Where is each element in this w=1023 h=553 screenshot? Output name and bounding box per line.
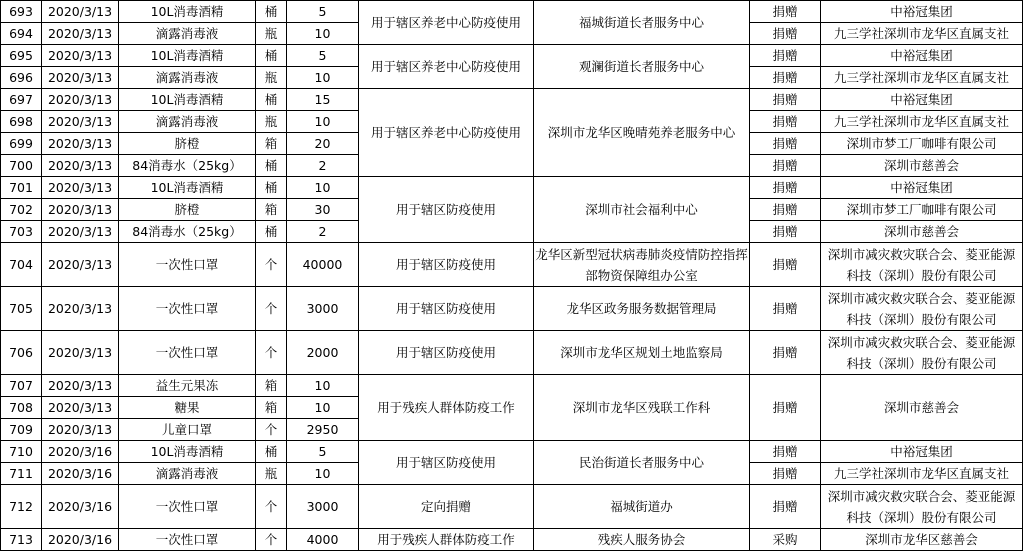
row-recipient: 福城街道办 [534,485,750,529]
row-unit: 个 [256,243,287,287]
row-type: 捐赠 [750,463,821,485]
row-number: 698 [1,111,42,133]
row-item: 一次性口罩 [119,485,256,529]
row-number: 712 [1,485,42,529]
row-number: 694 [1,23,42,45]
row-date: 2020/3/16 [42,463,119,485]
row-recipient: 深圳市社会福利中心 [534,177,750,243]
row-number: 695 [1,45,42,67]
row-quantity: 30 [287,199,359,221]
row-donor: 中裕冠集团 [821,441,1023,463]
row-date: 2020/3/13 [42,287,119,331]
row-number: 704 [1,243,42,287]
row-quantity: 2 [287,221,359,243]
table-row [1,441,1023,463]
row-date: 2020/3/13 [42,177,119,199]
row-unit: 瓶 [256,67,287,89]
row-item: 10L消毒酒精 [119,89,256,111]
row-type: 捐赠 [750,1,821,23]
table-row [1,177,1023,199]
row-item: 10L消毒酒精 [119,45,256,67]
row-purpose: 用于辖区防疫使用 [359,331,534,375]
row-date: 2020/3/13 [42,45,119,67]
row-recipient: 观澜街道长者服务中心 [534,45,750,89]
row-type: 捐赠 [750,89,821,111]
row-unit: 瓶 [256,463,287,485]
row-number: 711 [1,463,42,485]
row-item: 糖果 [119,397,256,419]
row-donor: 深圳市减灾救灾联合会、菱亚能源科技（深圳）股份有限公司 [821,287,1023,331]
row-purpose: 用于辖区防疫使用 [359,287,534,331]
row-unit: 个 [256,529,287,551]
row-type: 捐赠 [750,287,821,331]
table-row [1,375,1023,397]
row-quantity: 40000 [287,243,359,287]
row-item: 儿童口罩 [119,419,256,441]
row-unit: 个 [256,485,287,529]
row-date: 2020/3/13 [42,221,119,243]
row-quantity: 10 [287,111,359,133]
row-date: 2020/3/13 [42,111,119,133]
row-item: 益生元果冻 [119,375,256,397]
row-unit: 箱 [256,375,287,397]
row-date: 2020/3/13 [42,155,119,177]
row-quantity: 2000 [287,331,359,375]
row-date: 2020/3/13 [42,199,119,221]
row-quantity: 15 [287,89,359,111]
row-purpose: 用于辖区养老中心防疫使用 [359,1,534,45]
row-purpose: 用于辖区防疫使用 [359,177,534,243]
row-unit: 桶 [256,221,287,243]
row-quantity: 20 [287,133,359,155]
row-unit: 箱 [256,199,287,221]
row-number: 713 [1,529,42,551]
row-type: 捐赠 [750,331,821,375]
row-date: 2020/3/16 [42,441,119,463]
row-donor: 九三学社深圳市龙华区直属支社 [821,463,1023,485]
row-purpose: 用于辖区防疫使用 [359,441,534,485]
row-quantity: 5 [287,1,359,23]
row-donor: 中裕冠集团 [821,177,1023,199]
table-row [1,45,1023,67]
row-item: 10L消毒酒精 [119,1,256,23]
table-row [1,485,1023,529]
row-type: 捐赠 [750,23,821,45]
row-purpose: 定向捐赠 [359,485,534,529]
row-type: 捐赠 [750,45,821,67]
row-quantity: 3000 [287,287,359,331]
row-date: 2020/3/13 [42,23,119,45]
row-number: 710 [1,441,42,463]
row-date: 2020/3/13 [42,331,119,375]
row-type: 捐赠 [750,221,821,243]
row-recipient: 深圳市龙华区残联工作科 [534,375,750,441]
row-date: 2020/3/13 [42,243,119,287]
row-type: 捐赠 [750,67,821,89]
row-unit: 桶 [256,1,287,23]
row-type: 捐赠 [750,155,821,177]
row-recipient: 民治街道长者服务中心 [534,441,750,485]
row-donor: 深圳市减灾救灾联合会、菱亚能源科技（深圳）股份有限公司 [821,243,1023,287]
row-quantity: 4000 [287,529,359,551]
row-item: 一次性口罩 [119,529,256,551]
row-quantity: 5 [287,45,359,67]
row-recipient: 福城街道长者服务中心 [534,1,750,45]
row-quantity: 10 [287,177,359,199]
row-unit: 桶 [256,45,287,67]
row-item: 10L消毒酒精 [119,177,256,199]
row-item: 滴露消毒液 [119,111,256,133]
row-type: 捐赠 [750,485,821,529]
row-quantity: 10 [287,375,359,397]
row-date: 2020/3/13 [42,89,119,111]
row-quantity: 5 [287,441,359,463]
row-donor: 中裕冠集团 [821,45,1023,67]
row-item: 脐橙 [119,133,256,155]
row-quantity: 10 [287,397,359,419]
row-item: 一次性口罩 [119,287,256,331]
row-item: 滴露消毒液 [119,463,256,485]
row-item: 滴露消毒液 [119,67,256,89]
row-unit: 桶 [256,177,287,199]
table-row [1,331,1023,375]
row-donor: 九三学社深圳市龙华区直属支社 [821,67,1023,89]
row-purpose: 用于残疾人群体防疫工作 [359,375,534,441]
row-purpose: 用于辖区养老中心防疫使用 [359,89,534,177]
row-unit: 个 [256,287,287,331]
row-date: 2020/3/13 [42,1,119,23]
row-number: 708 [1,397,42,419]
row-recipient: 龙华区新型冠状病毒肺炎疫情防控指挥部物资保障组办公室 [534,243,750,287]
row-unit: 个 [256,419,287,441]
row-date: 2020/3/13 [42,375,119,397]
row-date: 2020/3/13 [42,67,119,89]
row-unit: 桶 [256,155,287,177]
table-row [1,1,1023,23]
row-recipient: 龙华区政务服务数据管理局 [534,287,750,331]
row-donor: 九三学社深圳市龙华区直属支社 [821,23,1023,45]
row-number: 706 [1,331,42,375]
row-number: 701 [1,177,42,199]
row-donor: 深圳市梦工厂咖啡有限公司 [821,199,1023,221]
row-item: 10L消毒酒精 [119,441,256,463]
row-quantity: 10 [287,463,359,485]
row-number: 702 [1,199,42,221]
row-donor: 中裕冠集团 [821,89,1023,111]
row-unit: 箱 [256,397,287,419]
row-purpose: 用于辖区防疫使用 [359,243,534,287]
row-number: 697 [1,89,42,111]
row-purpose: 用于辖区养老中心防疫使用 [359,45,534,89]
row-number: 693 [1,1,42,23]
row-donor: 深圳市慈善会 [821,221,1023,243]
row-type: 捐赠 [750,441,821,463]
row-donor: 深圳市慈善会 [821,375,1023,441]
row-unit: 桶 [256,89,287,111]
row-recipient: 残疾人服务协会 [534,529,750,551]
row-donor: 中裕冠集团 [821,1,1023,23]
row-donor: 深圳市减灾救灾联合会、菱亚能源科技（深圳）股份有限公司 [821,331,1023,375]
row-quantity: 10 [287,67,359,89]
row-item: 一次性口罩 [119,243,256,287]
row-number: 699 [1,133,42,155]
row-item: 一次性口罩 [119,331,256,375]
row-donor: 九三学社深圳市龙华区直属支社 [821,111,1023,133]
row-number: 696 [1,67,42,89]
row-type: 捐赠 [750,199,821,221]
row-date: 2020/3/13 [42,397,119,419]
row-unit: 个 [256,331,287,375]
table-row [1,89,1023,111]
row-quantity: 10 [287,23,359,45]
row-donor: 深圳市梦工厂咖啡有限公司 [821,133,1023,155]
row-number: 700 [1,155,42,177]
row-item: 84消毒水（25kg） [119,221,256,243]
row-type: 捐赠 [750,243,821,287]
row-unit: 瓶 [256,23,287,45]
row-number: 707 [1,375,42,397]
row-type: 捐赠 [750,375,821,441]
row-item: 滴露消毒液 [119,23,256,45]
row-type: 捐赠 [750,133,821,155]
row-item: 84消毒水（25kg） [119,155,256,177]
row-type: 采购 [750,529,821,551]
row-number: 703 [1,221,42,243]
row-date: 2020/3/16 [42,485,119,529]
table-row [1,287,1023,331]
row-unit: 箱 [256,133,287,155]
row-quantity: 3000 [287,485,359,529]
row-donor: 深圳市慈善会 [821,155,1023,177]
row-unit: 桶 [256,441,287,463]
row-type: 捐赠 [750,111,821,133]
row-unit: 瓶 [256,111,287,133]
table-row [1,529,1023,551]
row-donor: 深圳市龙华区慈善会 [821,529,1023,551]
row-quantity: 2 [287,155,359,177]
row-number: 709 [1,419,42,441]
row-type: 捐赠 [750,177,821,199]
row-purpose: 用于残疾人群体防疫工作 [359,529,534,551]
table-row [1,243,1023,287]
row-donor: 深圳市减灾救灾联合会、菱亚能源科技（深圳）股份有限公司 [821,485,1023,529]
row-date: 2020/3/13 [42,133,119,155]
row-recipient: 深圳市龙华区晚晴苑养老服务中心 [534,89,750,177]
row-number: 705 [1,287,42,331]
row-quantity: 2950 [287,419,359,441]
row-recipient: 深圳市龙华区规划土地监察局 [534,331,750,375]
row-date: 2020/3/16 [42,529,119,551]
row-item: 脐橙 [119,199,256,221]
row-date: 2020/3/13 [42,419,119,441]
